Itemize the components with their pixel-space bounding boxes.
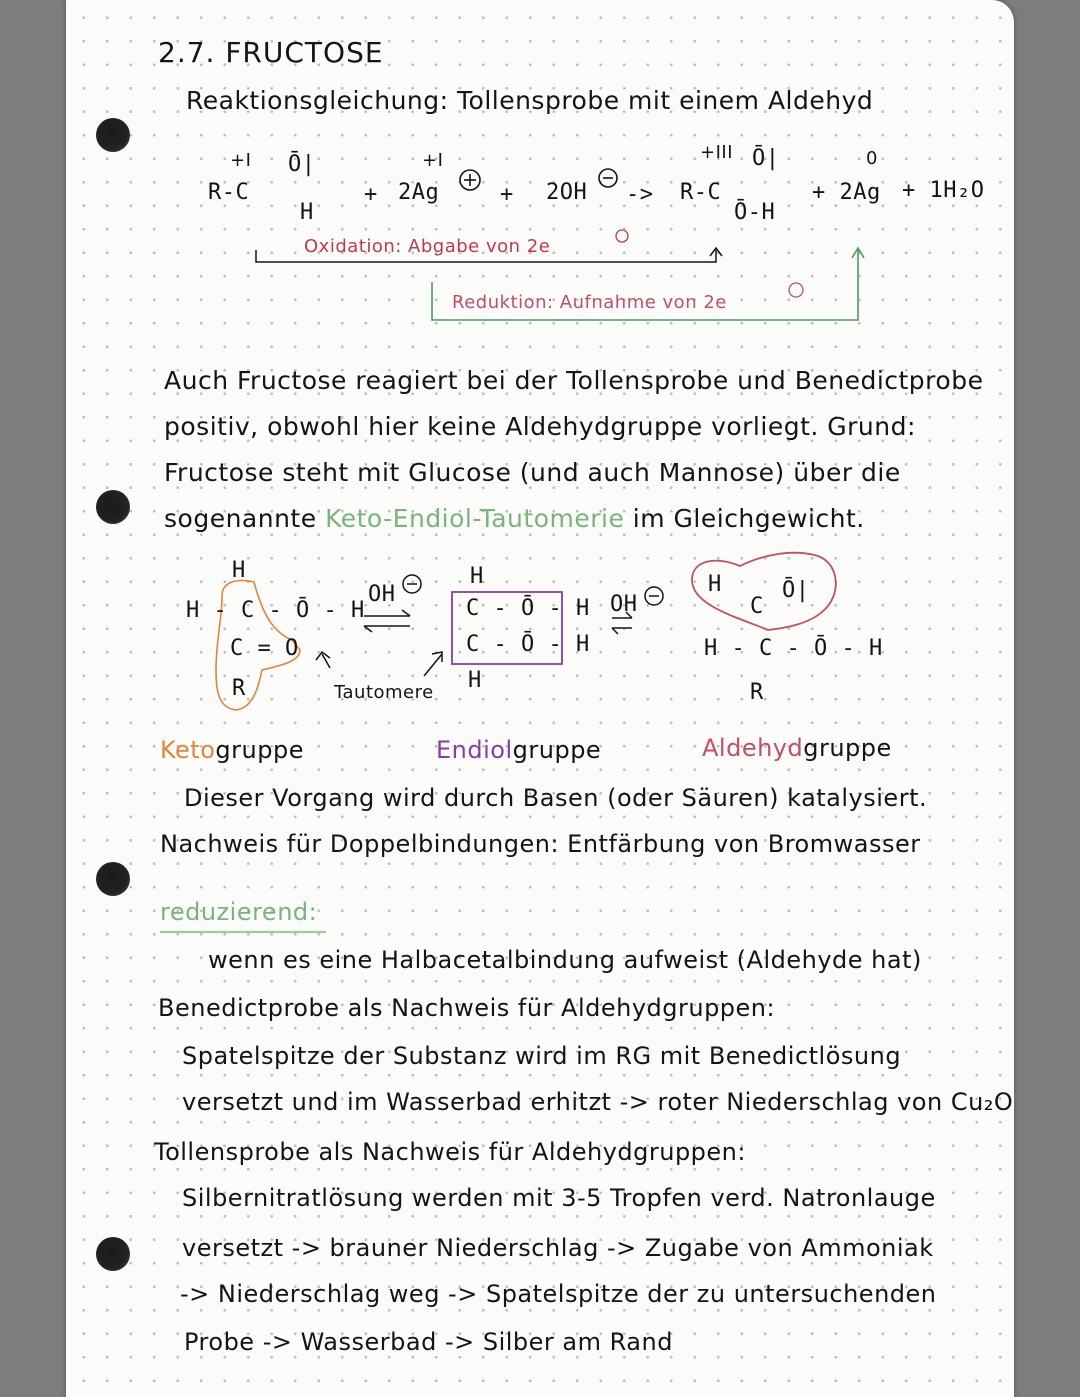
keto-atom: H bbox=[232, 558, 246, 583]
reaction-heading: Reaktionsgleichung: Tollensprobe mit einem Aldehyd bbox=[186, 86, 874, 115]
aldehyde-atom: H bbox=[708, 572, 722, 597]
benedict-heading: Benedictprobe als Nachweis für Aldehydgruppen: bbox=[158, 994, 776, 1022]
benedict-line: versetzt und im Wasserbad erhitzt -> roter Niederschlag von Cu₂O bbox=[182, 1088, 1014, 1116]
aldehyde-residue: R bbox=[750, 680, 764, 705]
hydroxide-catalyst: OH bbox=[610, 592, 638, 617]
aldehyde-hydrogen: H bbox=[300, 200, 314, 225]
carboxylic-acid-product: R-C bbox=[680, 180, 722, 205]
label-highlight: Endiol bbox=[436, 736, 513, 764]
hydroxyl-group: Ō-H bbox=[734, 200, 776, 225]
tautomere-label: Tautomere bbox=[334, 682, 434, 703]
tollens-line: versetzt -> brauner Niederschlag -> Zugabe von Ammoniak bbox=[182, 1234, 934, 1262]
endiol-atom: H bbox=[470, 564, 484, 589]
reduction-label: Reduktion: Aufnahme von 2e bbox=[452, 292, 727, 313]
text-segment: im Gleichgewicht. bbox=[632, 504, 865, 533]
water-product: + 1H₂O bbox=[902, 178, 985, 203]
label-rest: gruppe bbox=[512, 736, 602, 764]
paragraph-line: positiv, obwohl hier keine Aldehydgruppe vorliegt. Grund: bbox=[164, 412, 916, 441]
reducing-text: wenn es eine Halbacetalbindung aufweist (Aldehyde hat) bbox=[208, 946, 922, 974]
label-rest: gruppe bbox=[803, 734, 892, 762]
double-bond-test: Nachweis für Doppelbindungen: Entfärbung von Bromwasser bbox=[160, 830, 921, 858]
tollens-line: Silbernitratlösung werden mit 3-5 Tropfen verd. Natronlauge bbox=[182, 1184, 936, 1212]
oxidation-state-right: +III bbox=[700, 142, 734, 163]
highlighted-term: Keto-Endiol-Tautomerie bbox=[325, 504, 625, 533]
benedict-line: Spatelspitze der Substanz wird im RG mit Benedictlösung bbox=[182, 1042, 902, 1070]
endiol-atom: H bbox=[468, 668, 482, 693]
hydroxide-catalyst: OH bbox=[368, 582, 396, 607]
oxidation-state-zero: 0 bbox=[866, 148, 878, 169]
keto-residue: R bbox=[232, 676, 246, 701]
label-rest: gruppe bbox=[215, 736, 304, 764]
tollens-line: Probe -> Wasserbad -> Silber am Rand bbox=[184, 1328, 673, 1356]
page-title: 2.7. FRUCTOSE bbox=[158, 36, 384, 69]
plus-sign: + bbox=[500, 182, 514, 207]
aldehyde-atom: C bbox=[750, 594, 764, 619]
oxidation-state-ag: +I bbox=[422, 150, 444, 171]
tollens-line: -> Niederschlag weg -> Spatelspitze der zu untersuchenden bbox=[180, 1280, 937, 1308]
plus-sign: + bbox=[364, 182, 378, 207]
tollens-heading: Tollensprobe als Nachweis für Aldehydgruppen: bbox=[154, 1138, 746, 1166]
catalysis-note: Dieser Vorgang wird durch Basen (oder Säuren) katalysiert. bbox=[184, 784, 928, 812]
label-highlight: Aldehyd bbox=[702, 734, 804, 762]
paragraph-line: Fructose steht mit Glucose (und auch Mannose) über die bbox=[164, 458, 901, 487]
reaction-arrow: -> bbox=[626, 182, 654, 207]
aldehyde-oxygen: Ō| bbox=[782, 578, 810, 603]
label-highlight: Keto bbox=[160, 736, 216, 764]
oxidation-state-left: +I bbox=[230, 150, 252, 171]
keto-carbonyl: C = O bbox=[230, 636, 299, 661]
endiol-row: C - Ō - H bbox=[466, 632, 590, 657]
hydroxide-ion: 2OH bbox=[546, 180, 588, 205]
keto-atom-row: H - C - Ō - H bbox=[186, 598, 365, 623]
aldehyde-row: H - C - Ō - H bbox=[704, 636, 883, 661]
carbonyl-oxygen-right: Ō| bbox=[752, 146, 780, 171]
carbonyl-oxygen-left: Ō| bbox=[288, 152, 316, 177]
silver-ion: 2Ag bbox=[398, 180, 440, 205]
endiol-row: C - Ō - H bbox=[466, 596, 590, 621]
reducing-heading: reduzierend: bbox=[160, 898, 318, 926]
aldehyde-reactant: R-C bbox=[208, 180, 250, 205]
paragraph-line: Auch Fructose reagiert bei der Tollensprobe und Benedictprobe bbox=[164, 366, 984, 395]
silver-product: + 2Ag bbox=[812, 180, 881, 205]
oxidation-label: Oxidation: Abgabe von 2e bbox=[304, 236, 551, 257]
text-segment: sogenannte bbox=[164, 504, 317, 533]
